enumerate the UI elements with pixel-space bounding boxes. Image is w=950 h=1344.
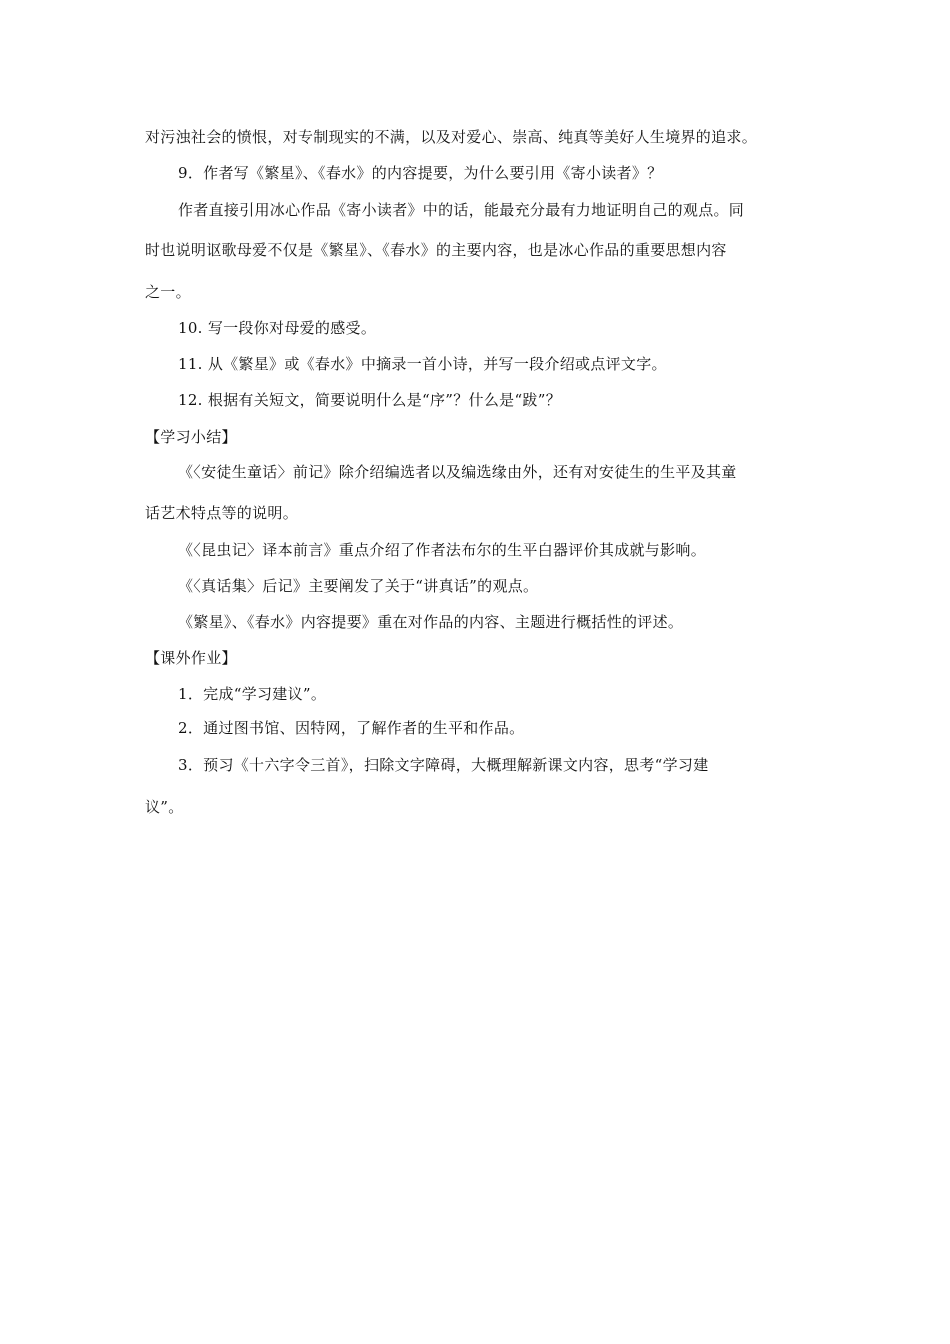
section-heading-summary: 【学习小结】 (145, 428, 237, 446)
homework-item-2: 2．通过图书馆、因特网，了解作者的生平和作品。 (178, 719, 525, 737)
answer-9-line-3: 之一。 (145, 283, 191, 301)
summary-line-3: 《〈昆虫记〉译本前言》重点介绍了作者法布尔的生平白器评价其成就与影响。 (178, 541, 707, 559)
question-10: 10. 写一段你对母爱的感受。 (178, 319, 377, 337)
question-11: 11. 从《繁星》或《春水》中摘录一首小诗，并写一段介绍或点评文字。 (178, 355, 667, 373)
summary-line-1: 《〈安徒生童话〉前记》除介绍编选者以及编选缘由外，还有对安徒生的生平及其童 (178, 463, 737, 481)
homework-item-3-line-1: 3．预习《十六字令三首》，扫除文字障碍，大概理解新课文内容，思考“学习建 (178, 756, 709, 774)
answer-9-line-1: 作者直接引用冰心作品《寄小读者》中的话，能最充分最有力地证明自己的观点。同 (178, 201, 745, 219)
question-12: 12. 根据有关短文，简要说明什么是“序”？什么是“跋”？ (178, 391, 561, 409)
section-heading-homework: 【课外作业】 (145, 649, 237, 667)
question-9: 9．作者写《繁星》、《春水》的内容提要，为什么要引用《寄小读者》？ (178, 164, 663, 182)
summary-line-4: 《〈真话集〉后记》主要阐发了关于“讲真话”的观点。 (178, 577, 539, 595)
answer-9-line-2: 时也说明讴歌母爱不仅是《繁星》、《春水》的主要内容，也是冰心作品的重要思想内容 (145, 241, 727, 259)
homework-item-1: 1．完成“学习建议”。 (178, 685, 327, 703)
homework-item-3-line-2: 议”。 (145, 798, 184, 816)
summary-line-2: 话艺术特点等的说明。 (145, 504, 299, 522)
paragraph-line: 对污浊社会的愤恨，对专制现实的不满，以及对爱心、崇高、纯真等美好人生境界的追求。 (145, 128, 758, 146)
summary-line-5: 《繁星》、《春水》内容提要》重在对作品的内容、主题进行概括性的评述。 (178, 613, 684, 631)
